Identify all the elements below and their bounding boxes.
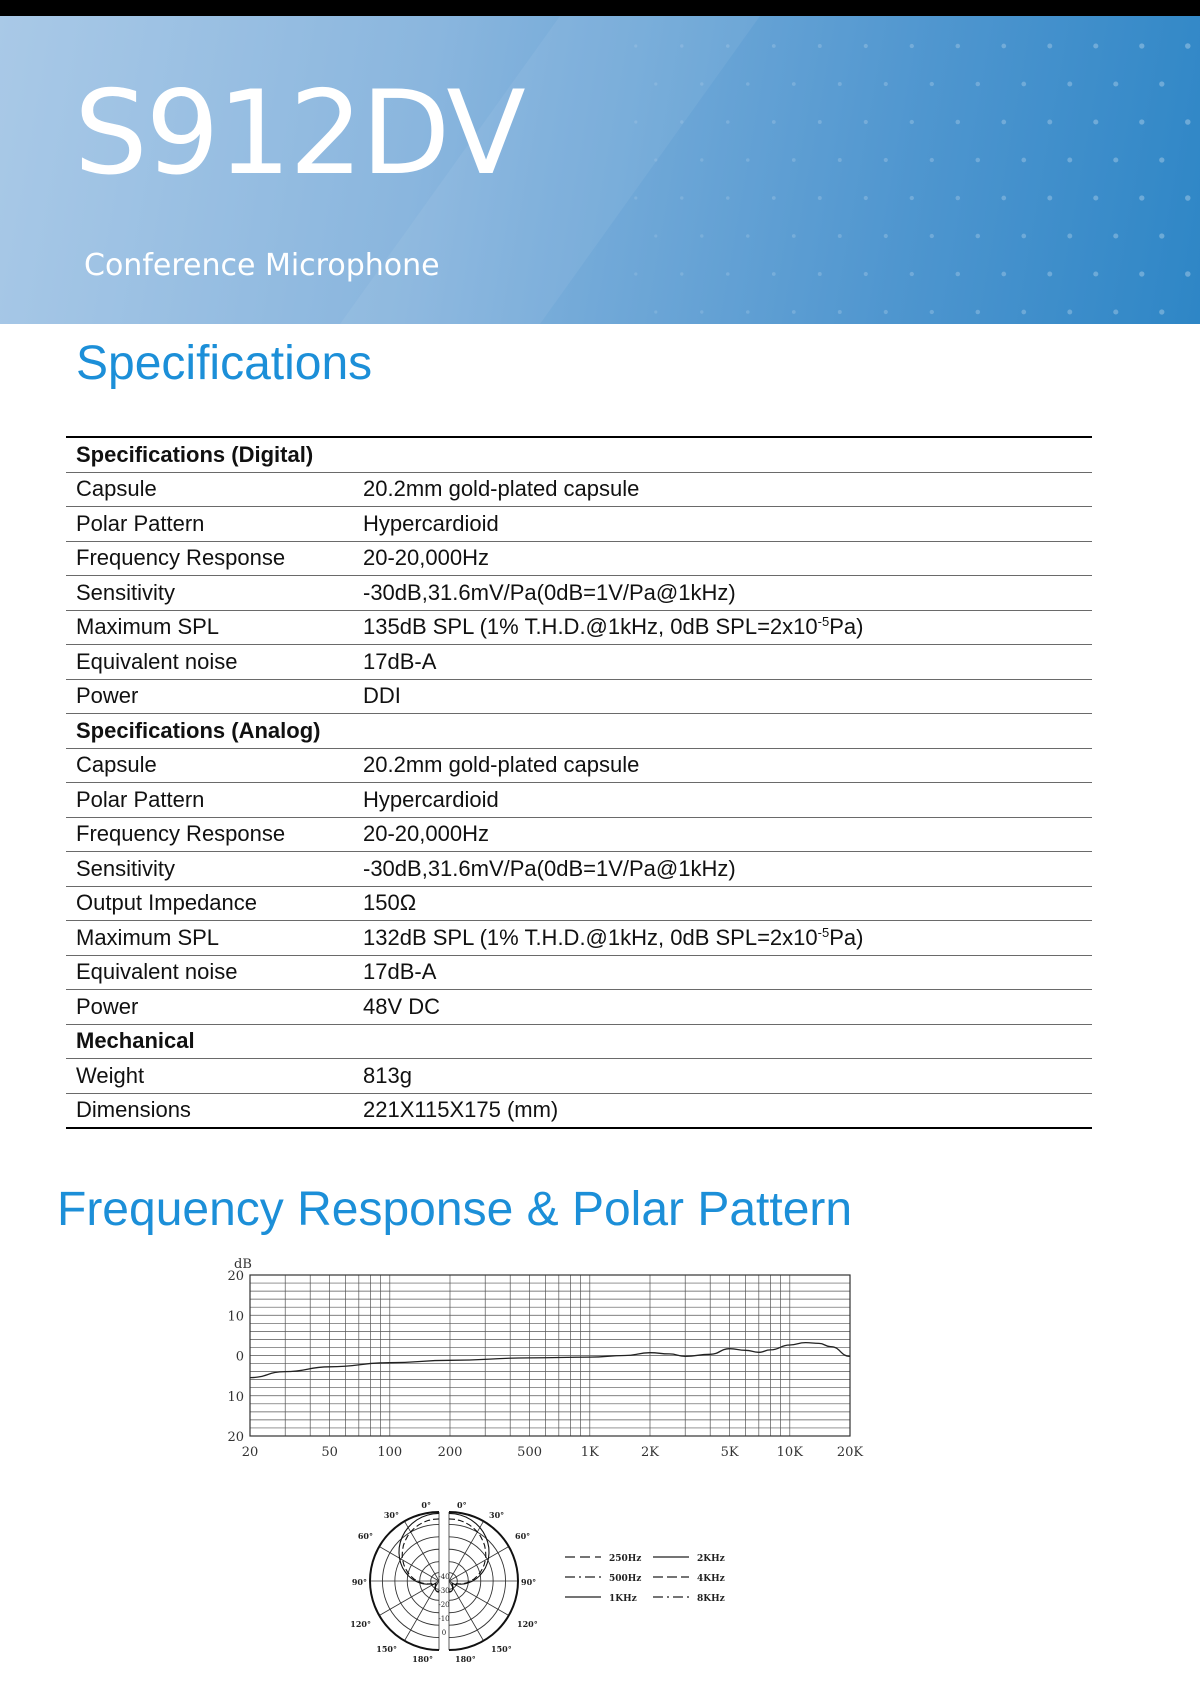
hero-banner — [0, 16, 1200, 324]
spec-group-row — [66, 437, 1092, 472]
hero-dot — [1067, 234, 1072, 239]
legend-label: 250Hz — [609, 1554, 642, 1564]
spec-label: Equivalent noise — [66, 955, 353, 990]
polar-angle-label: 120° — [350, 1619, 371, 1629]
spec-label: Equivalent noise — [66, 645, 353, 680]
hero-dot — [746, 310, 750, 314]
polar-angle-label: 90° — [521, 1577, 537, 1587]
product-subtitle: Conference Microphone — [84, 248, 440, 283]
hero-dot — [818, 120, 822, 124]
specifications-table — [66, 436, 1092, 1129]
hero-dot — [1021, 82, 1026, 87]
hero-dot — [1067, 82, 1072, 87]
spec-group-row — [66, 714, 1092, 749]
polar-angle-label: 30° — [383, 1510, 399, 1520]
polar-radial-label: -40 — [438, 1573, 450, 1581]
spec-group-title: Specifications (Analog) — [66, 714, 1092, 749]
hero-dot — [864, 44, 868, 48]
hero-dot — [772, 272, 776, 276]
spec-value — [353, 921, 1092, 956]
spec-row — [66, 748, 1092, 783]
hero-dot — [634, 272, 637, 275]
spec-value: 20-20,000Hz — [353, 541, 1092, 576]
hero-dot — [838, 158, 842, 162]
spec-value: 150Ω — [353, 886, 1092, 921]
spec-value: 17dB-A — [353, 955, 1092, 990]
hero-dot — [1021, 310, 1026, 315]
hero-dot — [1159, 157, 1164, 162]
spec-label: Capsule — [66, 748, 353, 783]
polar-angle-label: 120° — [517, 1619, 538, 1629]
spec-row — [66, 1093, 1092, 1128]
hero-dot — [1001, 272, 1006, 277]
hero-dot — [976, 234, 981, 239]
spec-value: DDI — [353, 679, 1092, 714]
response-heading: Frequency Response & Polar Pattern — [57, 1183, 853, 1236]
spec-row — [66, 507, 1092, 542]
hero-dot — [634, 196, 637, 199]
polar-angle-label: 60° — [357, 1531, 373, 1541]
spec-row — [66, 990, 1092, 1025]
polar-radial-label: -30 — [438, 1587, 450, 1595]
hero-dot — [1159, 81, 1164, 86]
y-tick-label: 10 — [227, 1309, 244, 1325]
hero-dot — [1113, 81, 1118, 86]
polar-angle-label: 180° — [412, 1654, 433, 1664]
hero-dot — [956, 44, 961, 49]
spec-label: Maximum SPL — [66, 921, 353, 956]
hero-dot — [772, 44, 776, 48]
hero-dot — [976, 158, 981, 163]
response-curve — [250, 1343, 850, 1378]
hero-dot — [930, 82, 934, 86]
spec-label: Output Impedance — [66, 886, 353, 921]
spec-value: -30dB,31.6mV/Pa(0dB=1V/Pa@1kHz) — [353, 852, 1092, 887]
y-tick-label: 0 — [235, 1349, 244, 1365]
spec-row — [66, 1059, 1092, 1094]
spec-group-title: Mechanical — [66, 1024, 1092, 1059]
polar-angle-label: 180° — [455, 1654, 476, 1664]
hero-dot — [1021, 158, 1026, 163]
hero-dot — [726, 196, 730, 200]
hero-dot — [1159, 233, 1164, 238]
spec-label: Polar Pattern — [66, 507, 353, 542]
legend-label: 2KHz — [697, 1554, 725, 1564]
hero-dot — [772, 120, 776, 124]
hero-dot — [654, 310, 657, 313]
hero-dot — [1139, 119, 1144, 124]
hero-dot — [726, 272, 730, 276]
hero-dot — [910, 44, 914, 48]
hero-dot — [818, 272, 822, 276]
hero-dot — [1001, 120, 1006, 125]
hero-dot — [818, 196, 822, 200]
polar-angle-label: 0° — [421, 1500, 431, 1510]
hero-dot — [1139, 195, 1144, 200]
hero-dot — [792, 234, 796, 238]
hero-dot — [884, 234, 888, 238]
legend-label: 4KHz — [697, 1574, 725, 1584]
hero-dot — [1093, 43, 1098, 48]
spec-row — [66, 921, 1092, 956]
top-bar — [0, 0, 1200, 16]
hero-dot — [1047, 120, 1052, 125]
hero-dot — [1185, 195, 1190, 200]
hero-dot — [1047, 196, 1052, 201]
x-tick-label: 100 — [377, 1445, 403, 1460]
spec-row — [66, 541, 1092, 576]
y-tick-label: 10 — [227, 1389, 244, 1405]
spec-value: Hypercardioid — [353, 507, 1092, 542]
spec-label: Frequency Response — [66, 541, 353, 576]
hero-dot — [792, 158, 796, 162]
spec-row — [66, 610, 1092, 645]
spec-value-text: 135dB SPL (1% T.H.D.@1kHz, 0dB SPL=2x10 — [363, 614, 818, 640]
spec-value: 20.2mm gold-plated capsule — [353, 472, 1092, 507]
spec-value — [353, 610, 1092, 645]
x-tick-label: 20K — [836, 1445, 864, 1460]
hero-dot — [680, 196, 683, 199]
spec-value-exponent: -5 — [817, 614, 830, 630]
spec-value-unit: Pa) — [829, 924, 864, 950]
spec-row — [66, 852, 1092, 887]
spec-label: Power — [66, 990, 353, 1025]
x-tick-label: 50 — [321, 1445, 338, 1460]
spec-row — [66, 817, 1092, 852]
product-title: S912DV — [74, 66, 524, 201]
polar-radial-label: -10 — [438, 1615, 450, 1623]
hero-dot — [772, 196, 776, 200]
hero-dot — [700, 158, 703, 161]
spec-row — [66, 955, 1092, 990]
hero-dot — [910, 120, 914, 124]
hero-dot — [1185, 271, 1190, 276]
x-tick-label: 2K — [641, 1445, 659, 1460]
hero-dot — [1185, 43, 1190, 48]
y-tick-label: 20 — [227, 1430, 244, 1445]
hero-dot — [1021, 234, 1026, 239]
hero-dot — [1113, 309, 1118, 314]
hero-dot — [884, 158, 888, 162]
hero-dot — [1067, 158, 1072, 163]
frequency-response-chart — [220, 1250, 864, 1470]
specifications-heading: Specifications — [76, 337, 373, 390]
hero-dot — [864, 120, 868, 124]
polar-angle-label: 150° — [376, 1644, 397, 1654]
polar-radial-label: -20 — [438, 1601, 450, 1609]
x-tick-label: 20 — [241, 1445, 259, 1460]
spec-row — [66, 645, 1092, 680]
hero-dot — [1047, 44, 1052, 49]
hero-dot — [930, 158, 934, 162]
polar-radial-label: 0 — [441, 1629, 447, 1637]
hero-dot — [746, 82, 750, 86]
hero-dot — [956, 120, 961, 125]
hero-dot — [1001, 196, 1006, 201]
x-tick-label: 200 — [437, 1445, 463, 1460]
x-tick-label: 5K — [720, 1445, 739, 1460]
spec-group-title: Specifications (Digital) — [66, 437, 1092, 472]
hero-dot — [956, 272, 961, 277]
hero-dot — [864, 272, 868, 276]
spec-group-row — [66, 1024, 1092, 1059]
hero-dot — [884, 310, 888, 314]
hero-dot — [976, 82, 981, 87]
polar-angle-label: 90° — [351, 1577, 367, 1587]
y-axis-label: dB — [234, 1257, 252, 1272]
spec-value: 813g — [353, 1059, 1092, 1094]
spec-label: Frequency Response — [66, 817, 353, 852]
hero-dot — [956, 196, 961, 201]
hero-dot — [1185, 119, 1190, 124]
hero-dot — [864, 196, 868, 200]
hero-dot — [1047, 272, 1052, 277]
hero-dot — [792, 82, 796, 86]
legend-label: 1KHz — [609, 1594, 637, 1604]
hero-dot — [792, 310, 796, 314]
spec-value-text: 132dB SPL (1% T.H.D.@1kHz, 0dB SPL=2x10 — [363, 924, 818, 950]
hero-dot — [746, 158, 750, 162]
x-tick-label: 500 — [517, 1445, 543, 1460]
spec-value-exponent: -5 — [817, 924, 830, 940]
spec-label: Polar Pattern — [66, 783, 353, 818]
spec-value: 17dB-A — [353, 645, 1092, 680]
hero-dot — [838, 310, 842, 314]
polar-legend — [565, 1545, 745, 1615]
spec-label: Dimensions — [76, 1097, 191, 1123]
hero-dot — [910, 196, 914, 200]
hero-dot — [930, 234, 934, 238]
hero-dot — [680, 272, 683, 275]
spec-value: Hypercardioid — [353, 783, 1092, 818]
hero-dot — [1139, 43, 1144, 48]
hero-dot — [1093, 271, 1098, 276]
x-tick-label: 10K — [776, 1445, 803, 1460]
y-tick-label: 20 — [227, 1269, 244, 1284]
legend-label: 500Hz — [609, 1574, 642, 1584]
hero-dot — [1139, 271, 1144, 276]
spec-value: 20-20,000Hz — [353, 817, 1092, 852]
spec-label: Capsule — [66, 472, 353, 507]
hero-dot — [726, 120, 730, 124]
hero-dot — [1113, 157, 1118, 162]
hero-dot — [1159, 309, 1164, 314]
hero-dot — [930, 310, 934, 314]
spec-label: Sensitivity — [66, 576, 353, 611]
spec-row — [66, 576, 1092, 611]
polar-angle-label: 0° — [457, 1500, 467, 1510]
hero-dot — [838, 234, 842, 238]
spec-value: 221X115X175 (mm) — [363, 1097, 559, 1123]
hero-dot — [654, 234, 657, 237]
hero-dot — [910, 272, 914, 276]
spec-label: Sensitivity — [66, 852, 353, 887]
legend-label: 8KHz — [697, 1594, 725, 1604]
spec-value: 20.2mm gold-plated capsule — [353, 748, 1092, 783]
hero-dot — [1093, 119, 1098, 124]
hero-dot — [838, 82, 842, 86]
spec-row — [66, 472, 1092, 507]
polar-angle-label: 30° — [489, 1510, 505, 1520]
hero-dot — [700, 310, 703, 313]
hero-dot — [884, 82, 888, 86]
hero-dot — [1001, 44, 1006, 49]
spec-row — [66, 679, 1092, 714]
hero-dot — [700, 234, 703, 237]
spec-label: Maximum SPL — [66, 610, 353, 645]
hero-dot — [976, 310, 981, 315]
spec-label: Power — [66, 679, 353, 714]
polar-angle-label: 60° — [515, 1531, 531, 1541]
hero-dot — [746, 234, 750, 238]
hero-dot — [1093, 195, 1098, 200]
polar-angle-label: 150° — [491, 1644, 512, 1654]
spec-row — [66, 783, 1092, 818]
spec-value: 48V DC — [353, 990, 1092, 1025]
spec-label: Weight — [66, 1059, 353, 1094]
spec-row — [66, 886, 1092, 921]
hero-dot — [818, 44, 822, 48]
hero-dot — [1113, 233, 1118, 238]
x-tick-label: 1K — [580, 1445, 599, 1460]
hero-dot — [1067, 310, 1072, 315]
spec-value: -30dB,31.6mV/Pa(0dB=1V/Pa@1kHz) — [353, 576, 1092, 611]
spec-value-unit: Pa) — [829, 614, 864, 640]
